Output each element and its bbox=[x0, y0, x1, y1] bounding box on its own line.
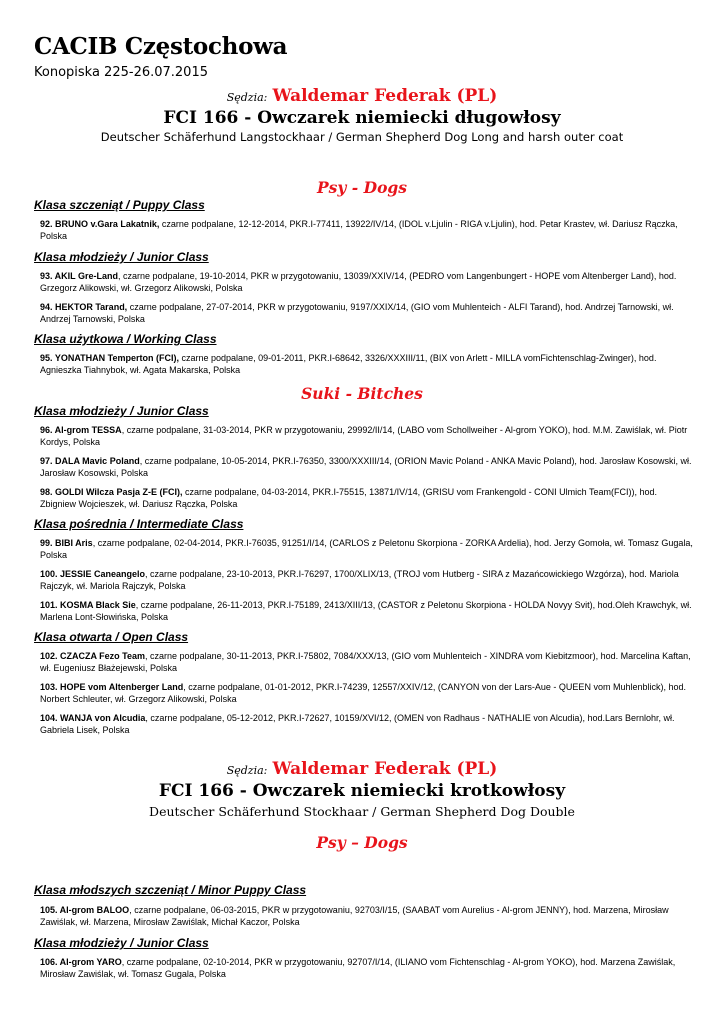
class-heading: Klasa użytkowa / Working Class bbox=[34, 332, 217, 346]
entry-details: , czarne podpalane, 31-03-2014, PKR w przygotowaniu, 29992/II/14, (LABO vom Schollweiher - Al-grom YOKO), hod. M.M. Zawiślak, wł. Piotr Kordys, Polska bbox=[40, 425, 688, 447]
entry bbox=[40, 486, 694, 510]
judge-line bbox=[0, 759, 724, 779]
sex-heading: Psy - Dogs bbox=[317, 178, 407, 197]
class-heading: Klasa młodzieży / Junior Class bbox=[34, 936, 209, 950]
entry-details: , czarne podpalane, 02-10-2014, PKR w przygotowaniu, 92707/I/14, (ILIANO vom Fichtenschlag - Al-grom YOKO), hod. Marzena Zawiślak, Mirosław Zawiślak, wł. Tomasz Gugala, Polska bbox=[40, 957, 676, 979]
sex-heading: Suki - Bitches bbox=[301, 384, 423, 403]
class-heading: Klasa pośrednia / Intermediate Class bbox=[34, 517, 244, 531]
entry-name: 94. HEKTOR Tarand, bbox=[40, 302, 128, 312]
entry bbox=[40, 712, 694, 736]
sex-heading: Psy – Dogs bbox=[316, 833, 408, 852]
entry bbox=[40, 956, 694, 980]
class-heading: Klasa młodzieży / Junior Class bbox=[34, 404, 209, 418]
breed-title: FCI 166 - Owczarek niemiecki krotkowłosy bbox=[158, 781, 566, 801]
entry-details: , czarne podpalane, 01-01-2012, PKR.I-74239, 12557/XXIV/12, (CANYON von der Lars-Aue - QUEEN vom Muhlenblick), hod. Norbert Schleuter, wł. Grzegorz Alikowski, Polska bbox=[40, 682, 686, 704]
document-subtitle: Konopiska 225-26.07.2015 bbox=[34, 65, 208, 80]
entry bbox=[40, 218, 694, 242]
breed-subtitle: Deutscher Schäferhund Langstockhaar / German Shepherd Dog Long and harsh outer coat bbox=[100, 130, 624, 144]
entry-details: , czarne podpalane, 06-03-2015, PKR w przygotowaniu, 92703/I/15, (SAABAT vom Aurelius - Al-grom JENNY), hod. Marzena, Mirosław Zawiślak, wł. Marzena, Mirosław Zawiślak, Michał Kaczor, Polska bbox=[40, 905, 669, 927]
entry-name: 97. DALA Mavic Poland bbox=[40, 456, 140, 466]
entry bbox=[40, 301, 694, 325]
entry-details: czarne podpalane, 12-12-2014, PKR.I-77411, 13922/IV/14, (IDOL v.Ljulin - RIGA v.Ljulin), hod. Petar Krastev, wł. Dariusz Rączka, Polska bbox=[40, 219, 678, 241]
entry-details: czarne podpalane, 04-03-2014, PKR.I-75515, 13871/IV/14, (GRISU vom Frankengold - CONI Ulmich Team(FCI)), hod. Zbigniew Wojcieszek, wł. Dariusz Rączka, Polska bbox=[40, 487, 658, 509]
entry-name: 103. HOPE vom Altenberger Land bbox=[40, 682, 184, 692]
entry-name: 100. JESSIE Caneangelo bbox=[40, 569, 146, 579]
entry bbox=[40, 568, 694, 592]
entry-name: 104. WANJA von Alcudia bbox=[40, 713, 146, 723]
entry bbox=[40, 599, 694, 623]
judge-line bbox=[0, 86, 724, 106]
entry-name: 106. Al-grom YARO bbox=[40, 957, 122, 967]
entry-name: 98. GOLDI Wilcza Pasja Z-E (FCI), bbox=[40, 487, 183, 497]
class-heading: Klasa otwarta / Open Class bbox=[34, 630, 189, 644]
entry-details: , czarne podpalane, 26-11-2013, PKR.I-75189, 2413/XIII/13, (CASTOR z Peletonu Skorpiona - HOLDA Novyy Svit), hod.Oleh Krawchyk, wł. Marlena Lont-Słowińska, Polska bbox=[40, 600, 692, 622]
entry-name: 105. Al-grom BALOO bbox=[40, 905, 130, 915]
judge-name: Waldemar Federak (PL) bbox=[272, 759, 498, 779]
entry-name: 95. YONATHAN Temperton (FCI), bbox=[40, 353, 180, 363]
class-heading: Klasa szczeniąt / Puppy Class bbox=[34, 198, 205, 212]
entry-details: czarne podpalane, 27-07-2014, PKR w przygotowaniu, 9197/XXIX/14, (GIO vom Muhlenteich - ALFI Tarand), hod. Andrzej Tarnowski, wł. Andrzej Tarnowski, Polska bbox=[40, 302, 674, 324]
entry bbox=[40, 904, 694, 928]
judge-label: Sędzia: bbox=[226, 91, 268, 104]
judge-name: Waldemar Federak (PL) bbox=[272, 86, 498, 106]
entry-details: , czarne podpalane, 30-11-2013, PKR.I-75802, 7084/XXX/13, (GIO vom Muhlenteich - XINDRA vom Kiebitzmoor), hod. Marcelina Kaftan, wł. Eugeniusz Błażejewski, Polska bbox=[40, 651, 691, 673]
entry-name: 93. AKIL Gre-Land bbox=[40, 271, 119, 281]
entry-name: 102. CZACZA Fezo Team bbox=[40, 651, 146, 661]
breed-title: FCI 166 - Owczarek niemiecki długowłosy bbox=[163, 108, 561, 128]
entry-name: 101. KOSMA Black Sie bbox=[40, 600, 136, 610]
judge-label: Sędzia: bbox=[226, 764, 268, 777]
entry bbox=[40, 455, 694, 479]
class-heading: Klasa młodszych szczeniąt / Minor Puppy Class bbox=[34, 883, 307, 897]
entry-details: , czarne podpalane, 10-05-2014, PKR.I-76350, 3300/XXXIII/14, (ORION Mavic Poland - ANKA Mavic Poland), hod. Jarosław Kosowski, wł. Jarosław Kosowski, Polska bbox=[40, 456, 692, 478]
entry bbox=[40, 270, 694, 294]
entry-details: , czarne podpalane, 05-12-2012, PKR.I-72627, 10159/XVI/12, (OMEN von Radhaus - NATHALIE von Alcudia), hod.Lars Bernlohr, wł. Gabriela Lisek, Polska bbox=[40, 713, 675, 735]
entry-details: , czarne podpalane, 02-04-2014, PKR.I-76035, 91251/I/14, (CARLOS z Peletonu Skorpiona - ZORKA Ardelia), hod. Jerzy Gomoła, wł. Tomasz Gugala, Polska bbox=[40, 538, 693, 560]
entry bbox=[40, 537, 694, 561]
document-title: CACIB Częstochowa bbox=[34, 33, 288, 60]
entry-name: 96. Al-grom TESSA bbox=[40, 425, 122, 435]
entry-name: 92. BRUNO v.Gara Lakatnik, bbox=[40, 219, 160, 229]
entry bbox=[40, 650, 694, 674]
entry bbox=[40, 681, 694, 705]
entry-details: , czarne podpalane, 19-10-2014, PKR w przygotowaniu, 13039/XXIV/14, (PEDRO vom Langenbungert - HOPE vom Altenberger Land), hod. Grzegorz Alikowski, wł. Grzegorz Alikowski, Polska bbox=[40, 271, 677, 293]
breed-subtitle: Deutscher Schäferhund Stockhaar / German Shepherd Dog Double bbox=[149, 804, 575, 819]
entry-details: , czarne podpalane, 23-10-2013, PKR.I-76297, 1700/XLIX/13, (TROJ vom Hutberg - SIRA z Mazańcowickiego Wzgórza), hod. Mariola Rajczyk, wł. Mariola Rajczyk, Polska bbox=[40, 569, 679, 591]
entry bbox=[40, 424, 694, 448]
class-heading: Klasa młodzieży / Junior Class bbox=[34, 250, 209, 264]
entry-name: 99. BIBI Aris bbox=[40, 538, 93, 548]
entry-details: czarne podpalane, 09-01-2011, PKR.I-68642, 3326/XXXIII/11, (BIX von Arlett - MILLA vomFichtenschlag-Zwinger), hod. Agnieszka Tiahnybok, wł. Agata Makarska, Polska bbox=[40, 353, 657, 375]
entry bbox=[40, 352, 694, 376]
